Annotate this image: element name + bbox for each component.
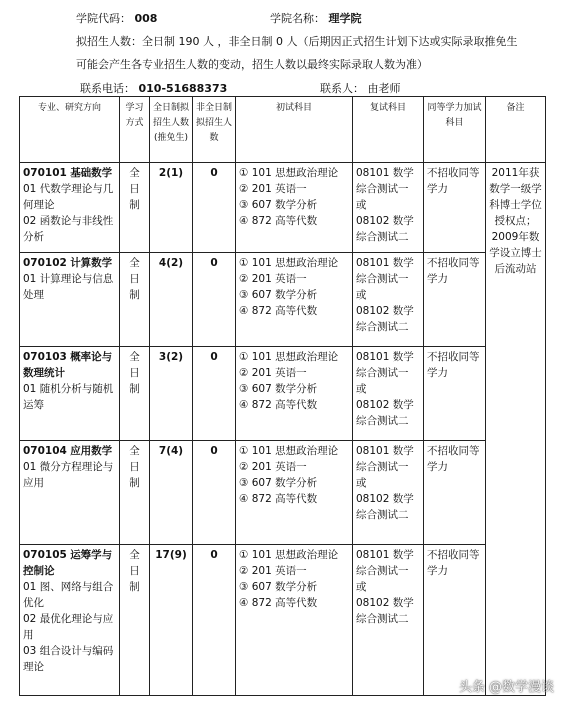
prelim-subject: ③ 607 数学分析 [239, 383, 318, 395]
prelim-subject: ① 101 思想政治理论 [239, 549, 339, 561]
prelim-subject: ③ 607 数学分析 [239, 581, 318, 593]
prelim-subject: ④ 872 高等代数 [239, 493, 318, 505]
header-mode: 学习方式 [120, 97, 150, 163]
research-direction: 01 微分方程理论与应用 [23, 461, 114, 489]
prelim-subject: ③ 607 数学分析 [239, 289, 318, 301]
fulltime-cell: 17(9) [150, 545, 193, 696]
research-direction: 01 代数学理论与几何理论 [23, 183, 114, 211]
plan-line-2: 可能会产生各专业招生人数的变动，招生人数以最终实际录取人数为准） [76, 58, 428, 71]
parttime-cell: 0 [193, 253, 236, 347]
prelim-subject: ② 201 英语一 [239, 565, 307, 577]
retest-cell [353, 347, 424, 441]
mode-cell [120, 347, 150, 441]
retest-cell [353, 441, 424, 545]
prelim-subject: ④ 872 高等代数 [239, 305, 318, 317]
phone-label: 联系电话： [80, 82, 135, 95]
research-direction: 01 图、网络与组合优化 [23, 581, 114, 609]
major-code: 070101 [23, 167, 67, 179]
retest-subject: 08101 数学综合测试一 [356, 167, 414, 195]
header-equiv: 同等学力加试科目 [424, 97, 486, 163]
school-code [76, 10, 157, 26]
table-row [20, 253, 546, 347]
major-cell [20, 441, 120, 545]
header-note: 备注 [486, 97, 546, 163]
header-parttime: 非全日制拟招生人数 [193, 97, 236, 163]
contact-phone [80, 80, 227, 96]
retest-subject: 08102 数学综合测试二 [356, 493, 414, 521]
major-code: 070105 [23, 549, 67, 561]
prelim-cell [236, 347, 353, 441]
retest-subject: 08101 数学综合测试一 [356, 445, 414, 473]
equiv-cell: 不招收同等学力 [424, 253, 486, 347]
plan-line-1: 拟招生人数：全日制 190 人 ，非全日制 0 人（后期因正式招生计划下达或实际录取推免生 [76, 35, 518, 48]
major-cell [20, 163, 120, 253]
contact-value: 由老师 [367, 82, 401, 95]
prelim-subject: ④ 872 高等代数 [239, 399, 318, 411]
retest-subject: 08102 数学综合测试二 [356, 215, 414, 243]
mode-cell [120, 441, 150, 545]
table-row [20, 347, 546, 441]
retest-cell [353, 253, 424, 347]
research-direction: 03 组合设计与编码理论 [23, 645, 114, 673]
note-cell: 2011年获数学一级学科博士学位授权点；2009年数学设立博士后流动站 [486, 163, 546, 696]
fulltime-cell: 3(2) [150, 347, 193, 441]
mode-value: 全日制 [129, 257, 140, 301]
mode-value: 全日制 [129, 549, 140, 593]
equiv-cell: 不招收同等学力 [424, 545, 486, 696]
research-direction: 01 随机分析与随机运筹 [23, 383, 114, 411]
school-name-value: 理学院 [328, 12, 362, 25]
major-code: 070104 [23, 445, 67, 457]
prelim-subject: ② 201 英语一 [239, 367, 307, 379]
fulltime-cell: 7(4) [150, 441, 193, 545]
prelim-subject: ③ 607 数学分析 [239, 477, 318, 489]
major-name: 概率论与数理统计 [23, 351, 113, 379]
research-direction: 01 计算理论与信息处理 [23, 273, 114, 301]
table-row [20, 163, 546, 253]
major-name: 基础数学 [70, 167, 113, 179]
prelim-subject: ④ 872 高等代数 [239, 597, 318, 609]
phone-value: 010-51688373 [138, 82, 228, 95]
admission-table [19, 96, 546, 696]
major-cell [20, 347, 120, 441]
retest-subject: 或 [356, 581, 367, 593]
retest-subject: 08102 数学综合测试二 [356, 597, 414, 625]
parttime-cell: 0 [193, 347, 236, 441]
retest-subject: 08102 数学综合测试二 [356, 399, 414, 427]
major-code: 070102 [23, 257, 67, 269]
retest-subject: 08101 数学综合测试一 [356, 351, 414, 379]
retest-subject: 08101 数学综合测试一 [356, 549, 414, 577]
research-direction: 02 最优化理论与应用 [23, 613, 114, 641]
major-name: 应用数学 [70, 445, 113, 457]
fulltime-cell: 2(1) [150, 163, 193, 253]
mode-cell [120, 163, 150, 253]
equiv-cell: 不招收同等学力 [424, 441, 486, 545]
prelim-subject: ① 101 思想政治理论 [239, 445, 339, 457]
major-code: 070103 [23, 351, 67, 363]
prelim-subject: ① 101 思想政治理论 [239, 351, 339, 363]
header-retest: 复试科目 [353, 97, 424, 163]
prelim-subject: ② 201 英语一 [239, 461, 307, 473]
parttime-cell: 0 [193, 441, 236, 545]
prelim-cell [236, 545, 353, 696]
prelim-subject: ② 201 英语一 [239, 273, 307, 285]
school-code-value: 008 [134, 12, 158, 25]
watermark: 头条 @数学漫谈 [458, 680, 554, 695]
prelim-subject: ① 101 思想政治理论 [239, 167, 339, 179]
mode-cell [120, 253, 150, 347]
retest-subject: 08101 数学综合测试一 [356, 257, 414, 285]
major-name: 计算数学 [70, 257, 113, 269]
prelim-subject: ② 201 英语一 [239, 183, 307, 195]
equiv-cell: 不招收同等学力 [424, 163, 486, 253]
retest-cell [353, 545, 424, 696]
retest-subject: 或 [356, 289, 367, 301]
research-direction: 02 函数论与非线性分析 [23, 215, 114, 243]
prelim-subject: ④ 872 高等代数 [239, 215, 318, 227]
contact-label: 联系人： [320, 82, 364, 95]
retest-subject: 或 [356, 199, 367, 211]
prelim-cell [236, 163, 353, 253]
parttime-cell: 0 [193, 163, 236, 253]
retest-subject: 08102 数学综合测试二 [356, 305, 414, 333]
retest-subject: 或 [356, 477, 367, 489]
prelim-cell [236, 253, 353, 347]
table-row [20, 545, 546, 696]
major-cell [20, 253, 120, 347]
major-name: 运筹学与控制论 [23, 549, 113, 577]
prelim-cell [236, 441, 353, 545]
parttime-cell: 0 [193, 545, 236, 696]
prelim-subject: ① 101 思想政治理论 [239, 257, 339, 269]
equiv-cell: 不招收同等学力 [424, 347, 486, 441]
mode-value: 全日制 [129, 167, 140, 211]
mode-value: 全日制 [129, 445, 140, 489]
table-row [20, 441, 546, 545]
school-code-label: 学院代码： [76, 12, 131, 25]
school-name [270, 10, 362, 26]
contact-person [320, 80, 401, 96]
prelim-subject: ③ 607 数学分析 [239, 199, 318, 211]
header-major: 专业、研究方向 [20, 97, 120, 163]
header-prelim: 初试科目 [236, 97, 353, 163]
school-name-label: 学院名称： [270, 12, 325, 25]
mode-value: 全日制 [129, 351, 140, 395]
retest-subject: 或 [356, 383, 367, 395]
header-fulltime: 全日制拟招生人数(推免生) [150, 97, 193, 163]
retest-cell [353, 163, 424, 253]
fulltime-cell: 4(2) [150, 253, 193, 347]
major-cell [20, 545, 120, 696]
mode-cell [120, 545, 150, 696]
